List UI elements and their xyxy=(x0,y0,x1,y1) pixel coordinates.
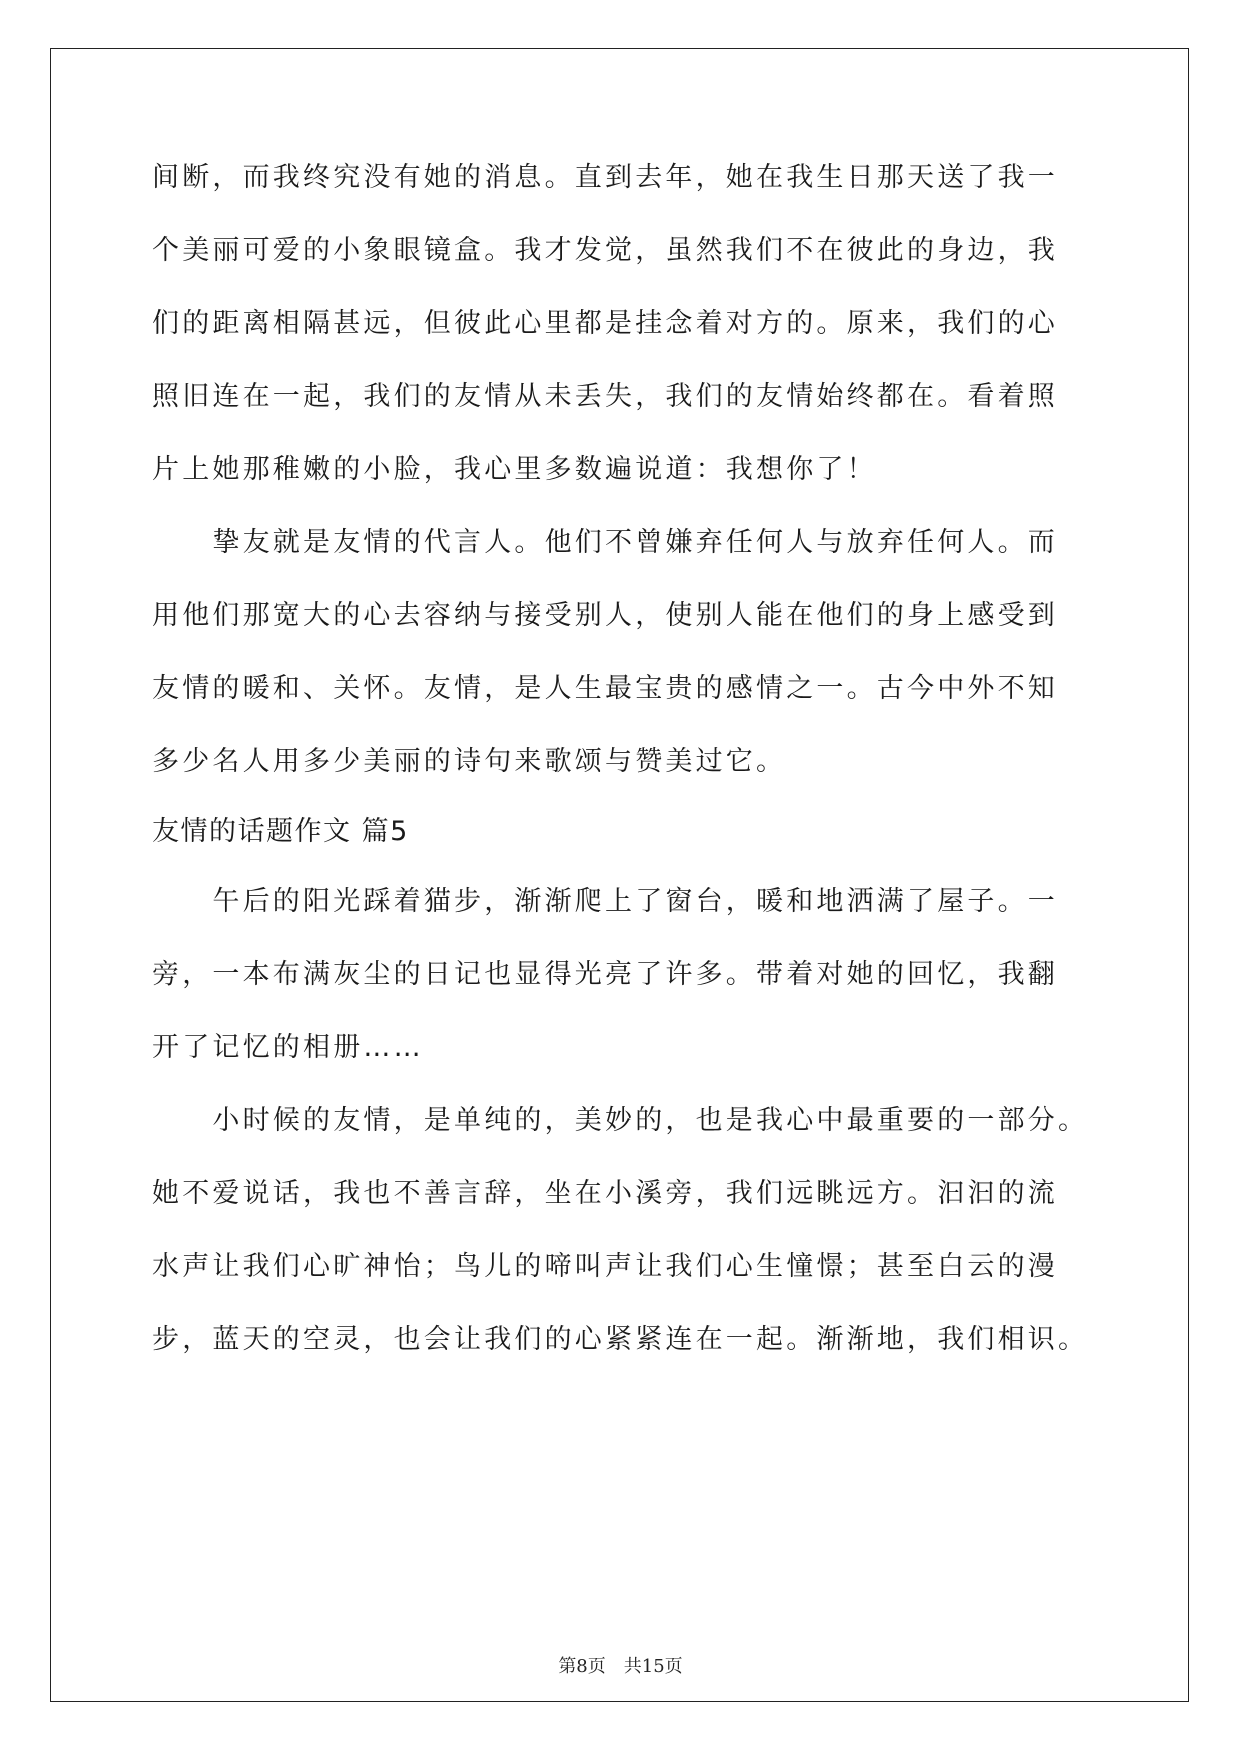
text-line: 用他们那宽大的心去容纳与接受别人，使别人能在他们的身上感受到 xyxy=(152,600,1058,631)
text-line: 友情的暖和、关怀。友情，是人生最宝贵的感情之一。古今中外不知 xyxy=(152,673,1058,704)
text-line: 小时候的友情，是单纯的，美妙的，也是我心中最重要的一部分。 xyxy=(152,1105,1089,1136)
section-heading: 友情的话题作文 篇5 xyxy=(152,816,409,847)
text-line: 水声让我们心旷神怡；鸟儿的啼叫声让我们心生憧憬；甚至白云的漫 xyxy=(152,1251,1058,1282)
text-line: 们的距离相隔甚远，但彼此心里都是挂念着对方的。原来，我们的心 xyxy=(152,308,1058,339)
text-line: 旁，一本布满灰尘的日记也显得光亮了许多。带着对她的回忆，我翻 xyxy=(152,959,1058,990)
text-line: 她不爱说话，我也不善言辞，坐在小溪旁，我们远眺远方。汩汩的流 xyxy=(152,1178,1058,1209)
page-footer xyxy=(0,1652,1241,1678)
page-border xyxy=(50,48,1189,1702)
text-line: 片上她那稚嫩的小脸，我心里多数遍说道：我想你了！ xyxy=(152,454,877,485)
text-line: 照旧连在一起，我们的友情从未丢失，我们的友情始终都在。看着照 xyxy=(152,381,1058,412)
text-line: 午后的阳光踩着猫步，渐渐爬上了窗台，暖和地洒满了屋子。一 xyxy=(152,886,1058,917)
page-number: 第8页 共15页 xyxy=(558,1656,683,1677)
text-line: 开了记忆的相册…… xyxy=(152,1032,424,1063)
text-line: 间断，而我终究没有她的消息。直到去年，她在我生日那天送了我一 xyxy=(152,162,1058,193)
text-line: 个美丽可爱的小象眼镜盒。我才发觉，虽然我们不在彼此的身边，我 xyxy=(152,235,1058,266)
text-line: 挚友就是友情的代言人。他们不曾嫌弃任何人与放弃任何人。而 xyxy=(152,527,1058,558)
text-line: 多少名人用多少美丽的诗句来歌颂与赞美过它。 xyxy=(152,746,787,777)
text-line: 步，蓝天的空灵，也会让我们的心紧紧连在一起。渐渐地，我们相识。 xyxy=(152,1324,1089,1355)
